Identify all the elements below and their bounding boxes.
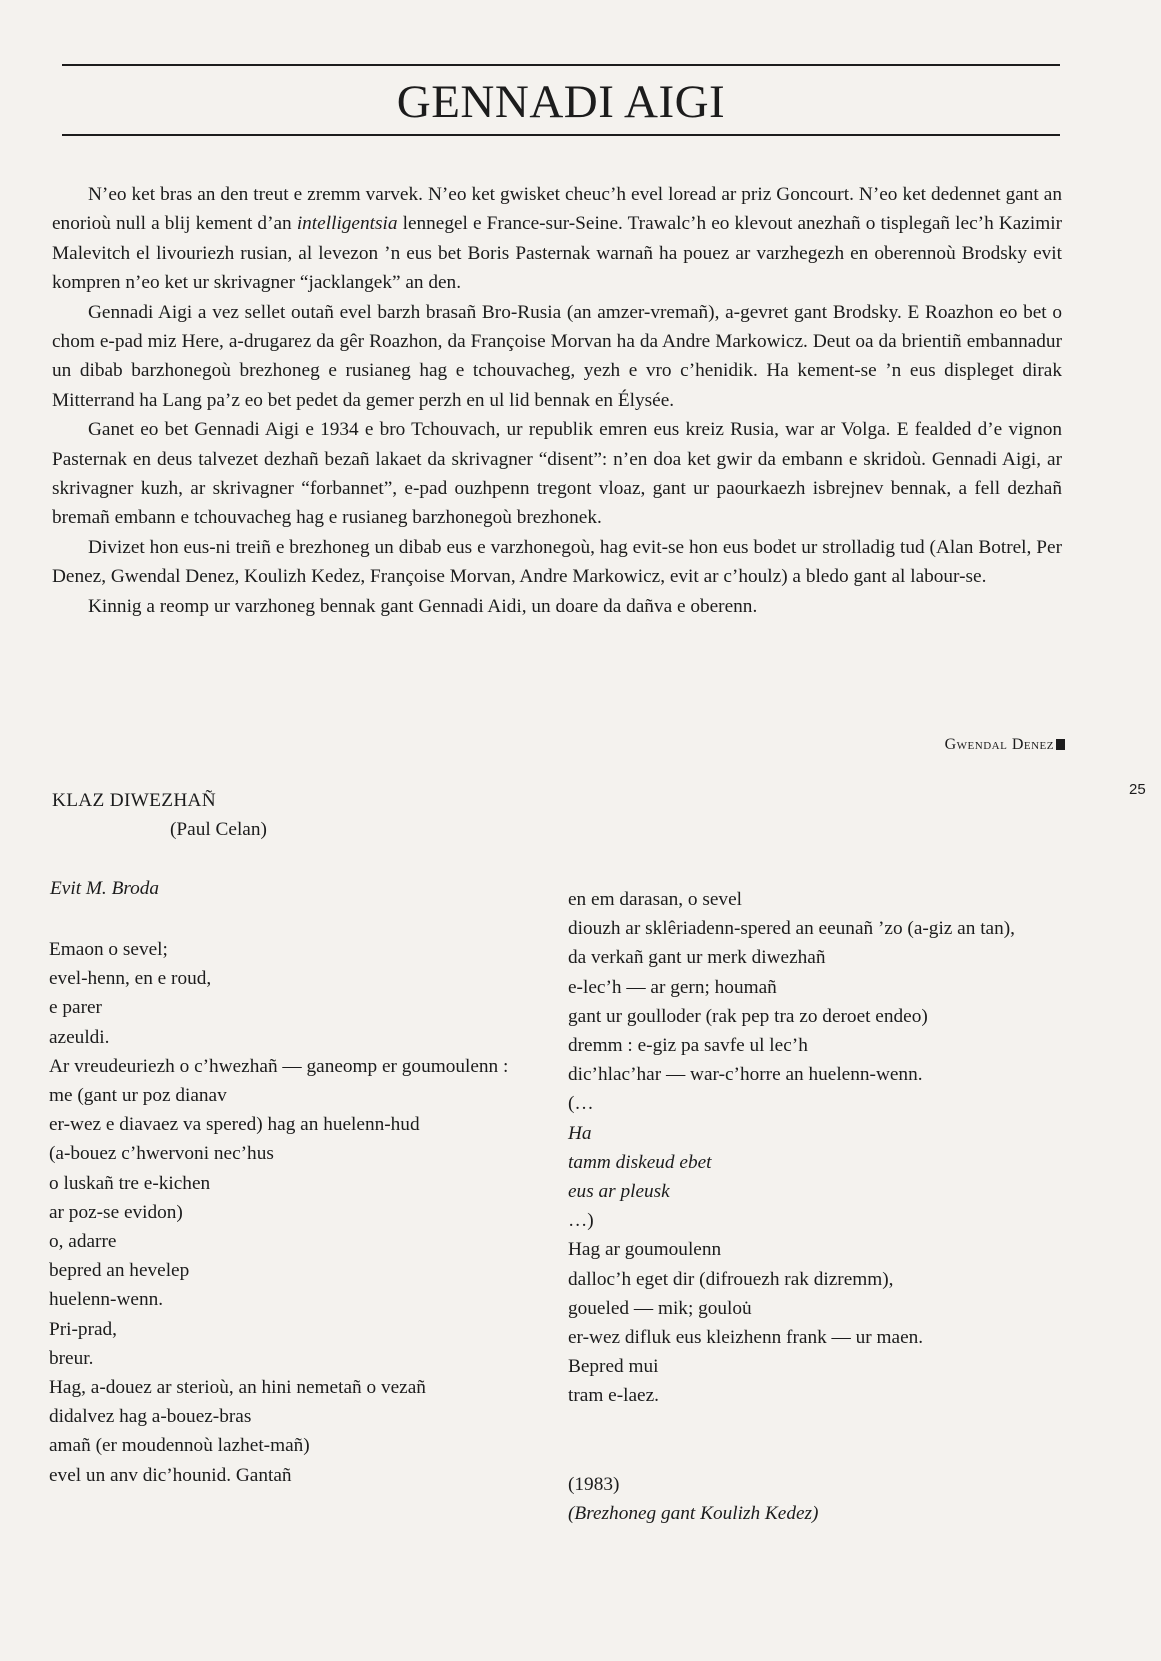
poem-line: dalloc’h eget dir (difrouezh rak dizremm),	[568, 1268, 894, 1290]
poem-line: eus ar pleusk	[568, 1181, 670, 1203]
poem-line: evel un anv dic’hounid. Gantañ	[49, 1464, 292, 1486]
poem-line: tamm diskeud ebet	[568, 1151, 712, 1173]
poem-line: er-wez difluk eus kleizhenn frank — ur maen.	[568, 1327, 924, 1349]
signature-name: Gwendal Denez	[944, 736, 1054, 753]
poem-line: azeuldi.	[49, 1026, 110, 1048]
poem-line: o, adarre	[49, 1231, 117, 1253]
page-title: GENNADI AIGI	[396, 76, 726, 128]
poem-dedication: Evit M. Broda	[50, 878, 160, 899]
intro-paragraph: Ganet eo bet Gennadi Aigi e 1934 e bro Tchouvach, ur republik emren eus kreiz Rusia, war ar Volga. E fealded d’e vignon Pasternak en deus talvezet dezhañ bezañ lakaet da skrivagner “disent”: n’en doa ket gwir da embann e skridoù. Gennadi Aigi, ar skrivagner kuzh, ar skrivagner “forbannet”, e-pad ouzhpenn tregont vloaz, gant ur paourkaezh isbrejnev bennak, a fell dezhañ bremañ embann e tchouvacheg hag e rusianeg barzhonegoù brezhonek.	[52, 419, 1062, 529]
page-number: 25	[1129, 781, 1146, 798]
poem-line: (a-bouez c’hwervoni nec’hus	[49, 1143, 274, 1165]
intro-paragraph: Gennadi Aigi a vez sellet outañ evel barzh brasañ Bro-Rusia (an amzer-vremañ), a-gevret gant Brodsky. E Roazhon eo bet o chom e-pad miz Here, a-drugarez da gêr Roazhon, da Françoise Morvan ha da Andre Markowicz. Deut oa da brientiñ embannadur un dibab barzhonegoù brezhoneg e rusianeg hag e tchouvacheg, yezh e vro c’henidik. Ha kement-se ’n eus displeget dirak Mitterrand ha Lang pa’z eo bet pedet da gemer perzh en ul lid bennak en Élysée.	[52, 301, 1062, 411]
poem-author: (Paul Celan)	[170, 819, 267, 840]
intro-paragraph: Kinnig a reomp ur varzhoneg bennak gant Gennadi Aidi, un doare da dañva e oberenn.	[88, 595, 758, 617]
poem-line: Bepred mui	[568, 1356, 659, 1378]
poem-left-column	[49, 935, 549, 1490]
poem-line: Pri-prad,	[49, 1318, 118, 1340]
poem-line: e parer	[49, 997, 102, 1019]
intro-paragraph: N’eo ket bras an den treut e zremm varvek. N’eo ket gwisket cheuc’h evel loread ar priz Goncourt. N’eo ket dedennet gant an enorioù null a blij kement d’an intelligentsia lennegel e France-sur-Seine. Trawalc’h eo klevout anezhañ o tisplegañ lec’h Kazimir Malevitch el livouriezh rusian, al levezon ’n eus bet Boris Pasternak warnañ ha pouez ar varzhegezh en oberennoù Brodsky evit kompren n’eo ket ur skrivagner “jacklangek” an den.	[52, 184, 1062, 294]
poem-line: dic’hlac’har — war-c’horre an huelenn-wenn.	[568, 1064, 923, 1086]
poem-line: o luskañ tre e-kichen	[49, 1172, 211, 1194]
poem-translator: (Brezhoneg gant Koulizh Kedez)	[568, 1503, 819, 1525]
poem-line: huelenn-wenn.	[49, 1289, 164, 1311]
title-rule-bottom	[62, 134, 1060, 136]
poem-line: ar poz-se evidon)	[49, 1201, 183, 1223]
title-rule-top	[62, 64, 1060, 66]
poem-line: Ha	[568, 1122, 592, 1144]
poem-line: tram e-laez.	[568, 1385, 659, 1407]
poem-line: me (gant ur poz dianav	[49, 1085, 227, 1107]
poem-date: (1983)	[568, 1474, 620, 1495]
poem-line: breur.	[49, 1347, 94, 1369]
poem-line: Ar vreudeuriezh o c’hwezhañ — ganeomp er goumoulenn :	[49, 1055, 509, 1077]
poem-line: Hag, a-douez ar sterioù, an hini nemetañ o vezañ	[49, 1377, 426, 1399]
poem-line: dremm : e-giz pa savfe ul lec’h	[568, 1035, 808, 1057]
poem-title: KLAZ DIWEZHAÑ	[52, 790, 216, 811]
poem-right-column	[568, 885, 1068, 1411]
poem-line: er-wez e diavaez va spered) hag an huelenn-hud	[49, 1114, 420, 1136]
poem-line: Hag ar goumoulenn	[568, 1239, 722, 1261]
poem-line: e-lec’h — ar gern; houmañ	[568, 976, 777, 998]
poem-line: da verkañ gant ur merk diwezhañ	[568, 947, 826, 969]
poem-line: bepred an hevelep	[49, 1260, 190, 1282]
poem-line: diouzh ar sklêriadenn-spered an eeunañ ’zo (a-giz an tan),	[568, 918, 1015, 940]
end-mark-icon	[1056, 739, 1065, 750]
poem-line: gant ur goulloder (rak pep tra zo deroet endeo)	[568, 1005, 928, 1027]
poem-line: evel-henn, en e roud,	[49, 968, 212, 990]
intro-text	[52, 180, 1062, 621]
poem-line: en em darasan, o sevel	[568, 889, 742, 910]
intro-paragraph: Divizet hon eus-ni treiñ e brezhoneg un dibab eus e varzhonegoù, hag evit-se hon eus bodet ur strolladig tud (Alan Botrel, Per Denez, Gwendal Denez, Koulizh Kedez, Françoise Morvan, Andre Markowicz, evit ar c’houlz) a bledo gant al labour-se.	[52, 536, 1062, 588]
poem-closing	[568, 1470, 818, 1528]
poem-line: didalvez hag a-bouez-bras	[49, 1406, 252, 1428]
poem-line: amañ (er moudennoù lazhet-mañ)	[49, 1435, 310, 1457]
author-signature	[945, 736, 1065, 754]
poem-line: (…	[568, 1093, 594, 1115]
poem-line: Emaon o sevel;	[49, 939, 168, 960]
poem-line: goueled — mik; goulou̇	[568, 1297, 752, 1319]
poem-line: …)	[568, 1210, 594, 1232]
